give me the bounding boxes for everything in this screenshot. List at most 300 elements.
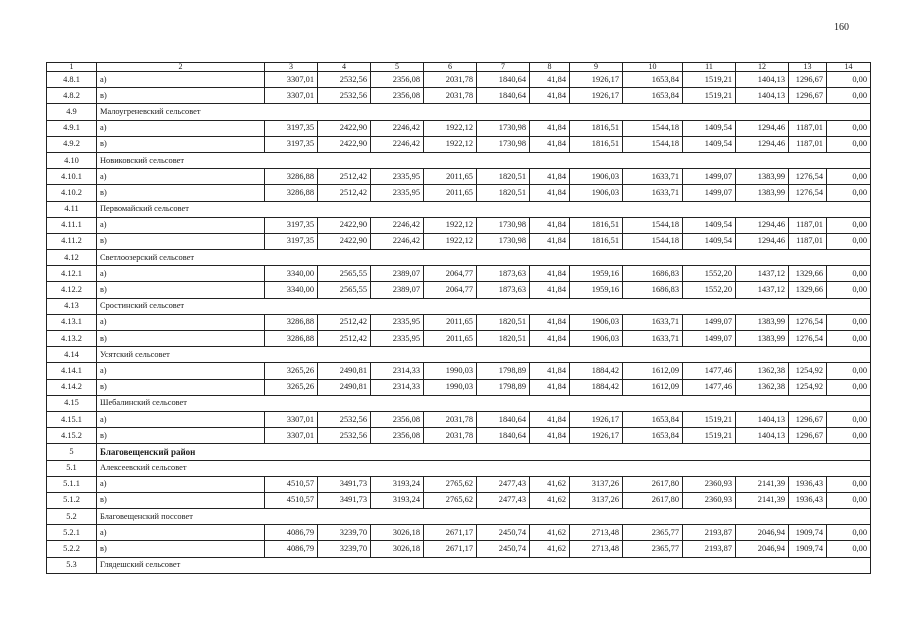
value-cell: 0,00 [827,411,871,427]
row-number: 5.2.2 [47,541,97,557]
value-cell: 3137,26 [570,476,623,492]
value-cell: 1612,09 [623,363,683,379]
value-cell: 2565,55 [318,282,371,298]
value-cell: 1254,92 [789,363,827,379]
value-cell: 41,62 [530,525,570,541]
table-row [47,169,871,185]
value-cell: 1686,83 [623,266,683,282]
value-cell: 1798,89 [477,363,530,379]
value-cell: 1816,51 [570,217,623,233]
table-row [47,233,871,249]
value-cell: 1294,46 [736,136,789,152]
value-cell: 1922,12 [424,136,477,152]
value-cell: 2713,48 [570,541,623,557]
value-cell: 1276,54 [789,314,827,330]
column-number: 1 [47,63,97,72]
value-cell: 41,84 [530,185,570,201]
value-cell: 1730,98 [477,233,530,249]
page-number: 160 [834,22,849,33]
value-cell: 0,00 [827,331,871,347]
section-number: 5.2 [47,509,97,525]
value-cell: 41,84 [530,363,570,379]
value-cell: 1404,13 [736,411,789,427]
row-number: 4.10.1 [47,169,97,185]
value-cell: 2477,43 [477,492,530,508]
value-cell: 41,62 [530,476,570,492]
value-cell: 1633,71 [623,169,683,185]
row-number: 5.1.2 [47,492,97,508]
value-cell: 2193,87 [683,525,736,541]
value-cell: 1519,21 [683,72,736,88]
value-cell: 1633,71 [623,331,683,347]
value-cell: 0,00 [827,72,871,88]
value-cell: 2765,62 [424,492,477,508]
value-cell: 41,62 [530,541,570,557]
row-category: в) [97,185,265,201]
column-number: 5 [371,63,424,72]
value-cell: 41,84 [530,136,570,152]
value-cell: 1519,21 [683,411,736,427]
value-cell: 2246,42 [371,217,424,233]
column-number: 13 [789,63,827,72]
value-cell: 2422,90 [318,136,371,152]
value-cell: 1820,51 [477,331,530,347]
value-cell: 2193,87 [683,541,736,557]
section-title: Усятский сельсовет [97,347,871,363]
value-cell: 41,84 [530,233,570,249]
value-cell: 1816,51 [570,120,623,136]
value-cell: 3137,26 [570,492,623,508]
column-number: 3 [265,63,318,72]
value-cell: 2389,07 [371,266,424,282]
section-row [47,509,871,525]
value-cell: 2532,56 [318,411,371,427]
value-cell: 1329,66 [789,266,827,282]
table-row [47,363,871,379]
column-number: 14 [827,63,871,72]
value-cell: 0,00 [827,266,871,282]
value-cell: 1519,21 [683,428,736,444]
value-cell: 4510,57 [265,492,318,508]
value-cell: 41,84 [530,314,570,330]
value-cell: 3197,35 [265,136,318,152]
tariff-table [46,62,871,574]
value-cell: 2365,77 [623,541,683,557]
column-number: 11 [683,63,736,72]
value-cell: 3491,73 [318,492,371,508]
row-number: 4.14.2 [47,379,97,395]
value-cell: 1959,16 [570,266,623,282]
value-cell: 3307,01 [265,88,318,104]
table-row [47,379,871,395]
value-cell: 2356,08 [371,88,424,104]
value-cell: 1477,46 [683,379,736,395]
row-category: в) [97,541,265,557]
column-number: 7 [477,63,530,72]
value-cell: 1633,71 [623,314,683,330]
value-cell: 1404,13 [736,88,789,104]
row-number: 4.12.2 [47,282,97,298]
value-cell: 2422,90 [318,120,371,136]
value-cell: 2477,43 [477,476,530,492]
value-cell: 1294,46 [736,233,789,249]
row-category: в) [97,282,265,298]
value-cell: 1437,12 [736,266,789,282]
column-number: 12 [736,63,789,72]
value-cell: 1409,54 [683,217,736,233]
row-number: 4.13.1 [47,314,97,330]
table-row [47,266,871,282]
value-cell: 2532,56 [318,88,371,104]
row-category: а) [97,217,265,233]
value-cell: 1926,17 [570,88,623,104]
value-cell: 2512,42 [318,331,371,347]
value-cell: 0,00 [827,88,871,104]
value-cell: 2617,80 [623,476,683,492]
value-cell: 4086,79 [265,525,318,541]
row-category: в) [97,492,265,508]
value-cell: 2141,39 [736,492,789,508]
value-cell: 1936,43 [789,476,827,492]
value-cell: 1926,17 [570,428,623,444]
value-cell: 0,00 [827,136,871,152]
value-cell: 2314,33 [371,363,424,379]
table-row [47,411,871,427]
value-cell: 0,00 [827,379,871,395]
value-cell: 41,84 [530,379,570,395]
value-cell: 2031,78 [424,411,477,427]
value-cell: 2671,17 [424,525,477,541]
value-cell: 1730,98 [477,120,530,136]
value-cell: 0,00 [827,525,871,541]
value-cell: 2246,42 [371,136,424,152]
row-category: в) [97,88,265,104]
row-number: 4.11.1 [47,217,97,233]
row-number: 4.12.1 [47,266,97,282]
district-row [47,444,871,460]
value-cell: 2314,33 [371,379,424,395]
value-cell: 2246,42 [371,120,424,136]
value-cell: 1820,51 [477,169,530,185]
value-cell: 1730,98 [477,217,530,233]
value-cell: 1909,74 [789,525,827,541]
value-cell: 3265,26 [265,363,318,379]
value-cell: 1840,64 [477,88,530,104]
table-row [47,541,871,557]
row-category: а) [97,476,265,492]
row-number: 5.2.1 [47,525,97,541]
value-cell: 2512,42 [318,185,371,201]
value-cell: 1409,54 [683,233,736,249]
value-cell: 2532,56 [318,72,371,88]
value-cell: 1276,54 [789,169,827,185]
value-cell: 2011,65 [424,331,477,347]
value-cell: 41,84 [530,72,570,88]
value-cell: 2360,93 [683,492,736,508]
value-cell: 1653,84 [623,411,683,427]
row-category: в) [97,428,265,444]
section-row [47,298,871,314]
section-title: Благовещенский поссовет [97,509,871,525]
value-cell: 2617,80 [623,492,683,508]
row-category: а) [97,266,265,282]
row-number: 4.9.2 [47,136,97,152]
table-row [47,314,871,330]
value-cell: 3340,00 [265,282,318,298]
table-row [47,185,871,201]
value-cell: 2031,78 [424,88,477,104]
value-cell: 2356,08 [371,72,424,88]
value-cell: 2246,42 [371,233,424,249]
value-cell: 1544,18 [623,136,683,152]
value-cell: 0,00 [827,169,871,185]
value-cell: 2011,65 [424,314,477,330]
value-cell: 1990,03 [424,363,477,379]
table-row [47,120,871,136]
value-cell: 1383,99 [736,169,789,185]
section-title: Сростинский сельсовет [97,298,871,314]
row-number: 4.11.2 [47,233,97,249]
value-cell: 41,84 [530,282,570,298]
row-number: 4.13.2 [47,331,97,347]
value-cell: 1873,63 [477,266,530,282]
value-cell: 2490,81 [318,379,371,395]
row-number: 4.8.2 [47,88,97,104]
value-cell: 3340,00 [265,266,318,282]
value-cell: 1936,43 [789,492,827,508]
section-number: 4.13 [47,298,97,314]
column-number: 8 [530,63,570,72]
value-cell: 1499,07 [683,169,736,185]
section-number: 5 [47,444,97,460]
section-number: 4.15 [47,395,97,411]
value-cell: 1926,17 [570,72,623,88]
row-category: в) [97,379,265,395]
value-cell: 2565,55 [318,266,371,282]
table-row [47,72,871,88]
value-cell: 41,84 [530,88,570,104]
value-cell: 1840,64 [477,72,530,88]
section-title: Светлоозерский сельсовет [97,250,871,266]
value-cell: 1544,18 [623,217,683,233]
value-cell: 1276,54 [789,331,827,347]
value-cell: 2335,95 [371,185,424,201]
value-cell: 2064,77 [424,266,477,282]
value-cell: 2031,78 [424,428,477,444]
value-cell: 2031,78 [424,72,477,88]
value-cell: 0,00 [827,282,871,298]
value-cell: 2389,07 [371,282,424,298]
value-cell: 1294,46 [736,217,789,233]
value-cell: 2064,77 [424,282,477,298]
value-cell: 1477,46 [683,363,736,379]
value-cell: 2335,95 [371,331,424,347]
row-number: 5.1.1 [47,476,97,492]
row-category: а) [97,120,265,136]
value-cell: 2422,90 [318,217,371,233]
value-cell: 1820,51 [477,314,530,330]
value-cell: 1906,03 [570,185,623,201]
value-cell: 1499,07 [683,331,736,347]
value-cell: 2512,42 [318,169,371,185]
section-number: 4.12 [47,250,97,266]
value-cell: 0,00 [827,120,871,136]
value-cell: 1612,09 [623,379,683,395]
value-cell: 1404,13 [736,428,789,444]
column-number: 4 [318,63,371,72]
section-number: 4.9 [47,104,97,120]
value-cell: 1294,46 [736,120,789,136]
row-number: 4.10.2 [47,185,97,201]
value-cell: 3193,24 [371,476,424,492]
value-cell: 1552,20 [683,282,736,298]
value-cell: 1906,03 [570,314,623,330]
row-number: 4.8.1 [47,72,97,88]
value-cell: 1816,51 [570,233,623,249]
section-title: Алексеевский сельсовет [97,460,871,476]
value-cell: 2011,65 [424,169,477,185]
district-title: Благовещенский район [97,444,871,460]
value-cell: 3286,88 [265,314,318,330]
column-number: 2 [97,63,265,72]
table-row [47,88,871,104]
value-cell: 3197,35 [265,120,318,136]
value-cell: 1409,54 [683,136,736,152]
value-cell: 2356,08 [371,411,424,427]
value-cell: 2360,93 [683,476,736,492]
value-cell: 3239,70 [318,525,371,541]
row-category: а) [97,363,265,379]
value-cell: 3491,73 [318,476,371,492]
section-row [47,201,871,217]
row-category: а) [97,72,265,88]
row-category: в) [97,136,265,152]
value-cell: 1296,67 [789,428,827,444]
value-cell: 1820,51 [477,185,530,201]
row-number: 4.9.1 [47,120,97,136]
value-cell: 2532,56 [318,428,371,444]
value-cell: 1653,84 [623,428,683,444]
row-number: 4.14.1 [47,363,97,379]
table-row [47,492,871,508]
table-row [47,476,871,492]
value-cell: 1499,07 [683,314,736,330]
value-cell: 1187,01 [789,120,827,136]
value-cell: 1653,84 [623,72,683,88]
value-cell: 3286,88 [265,331,318,347]
value-cell: 1633,71 [623,185,683,201]
value-cell: 2011,65 [424,185,477,201]
value-cell: 0,00 [827,233,871,249]
value-cell: 2450,74 [477,525,530,541]
value-cell: 1296,67 [789,88,827,104]
row-category: а) [97,411,265,427]
value-cell: 1329,66 [789,282,827,298]
value-cell: 3197,35 [265,233,318,249]
value-cell: 1840,64 [477,411,530,427]
value-cell: 0,00 [827,476,871,492]
value-cell: 0,00 [827,492,871,508]
value-cell: 1798,89 [477,379,530,395]
value-cell: 4086,79 [265,541,318,557]
value-cell: 1873,63 [477,282,530,298]
row-category: а) [97,169,265,185]
value-cell: 1884,42 [570,363,623,379]
value-cell: 1187,01 [789,217,827,233]
section-number: 4.14 [47,347,97,363]
value-cell: 1519,21 [683,88,736,104]
value-cell: 1362,38 [736,379,789,395]
value-cell: 1383,99 [736,185,789,201]
value-cell: 1884,42 [570,379,623,395]
row-category: в) [97,233,265,249]
value-cell: 2512,42 [318,314,371,330]
value-cell: 1922,12 [424,233,477,249]
value-cell: 1187,01 [789,233,827,249]
value-cell: 2335,95 [371,169,424,185]
value-cell: 2450,74 [477,541,530,557]
table-row [47,217,871,233]
value-cell: 1404,13 [736,72,789,88]
value-cell: 3286,88 [265,169,318,185]
value-cell: 1383,99 [736,314,789,330]
value-cell: 2335,95 [371,314,424,330]
value-cell: 1276,54 [789,185,827,201]
value-cell: 1254,92 [789,379,827,395]
value-cell: 4510,57 [265,476,318,492]
value-cell: 1499,07 [683,185,736,201]
header-row [47,63,871,72]
value-cell: 3026,18 [371,541,424,557]
section-number: 4.11 [47,201,97,217]
row-number: 4.15.1 [47,411,97,427]
value-cell: 3265,26 [265,379,318,395]
value-cell: 1296,67 [789,72,827,88]
section-title: Малоугреневский сельсовет [97,104,871,120]
value-cell: 1922,12 [424,217,477,233]
row-category: в) [97,331,265,347]
value-cell: 0,00 [827,217,871,233]
value-cell: 1990,03 [424,379,477,395]
value-cell: 1909,74 [789,541,827,557]
value-cell: 41,84 [530,428,570,444]
value-cell: 1296,67 [789,411,827,427]
value-cell: 41,84 [530,217,570,233]
value-cell: 3026,18 [371,525,424,541]
value-cell: 1437,12 [736,282,789,298]
value-cell: 0,00 [827,185,871,201]
value-cell: 1409,54 [683,120,736,136]
value-cell: 2713,48 [570,525,623,541]
value-cell: 41,84 [530,266,570,282]
value-cell: 1187,01 [789,136,827,152]
value-cell: 1840,64 [477,428,530,444]
value-cell: 2356,08 [371,428,424,444]
column-number: 9 [570,63,623,72]
value-cell: 3307,01 [265,428,318,444]
value-cell: 3307,01 [265,72,318,88]
row-category: а) [97,525,265,541]
value-cell: 3193,24 [371,492,424,508]
section-number: 4.10 [47,152,97,168]
value-cell: 1653,84 [623,88,683,104]
value-cell: 1686,83 [623,282,683,298]
section-number: 5.1 [47,460,97,476]
section-title: Первомайский сельсовет [97,201,871,217]
row-category: а) [97,314,265,330]
value-cell: 2422,90 [318,233,371,249]
row-number: 4.15.2 [47,428,97,444]
